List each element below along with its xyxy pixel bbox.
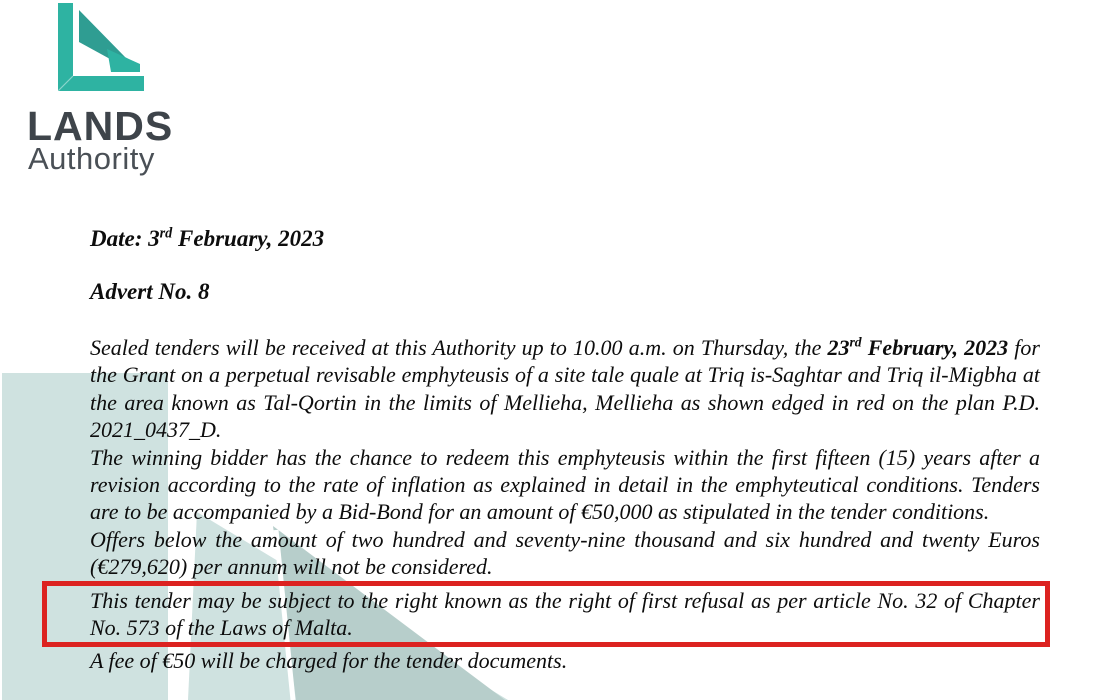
para1-post: for the Grant on a perpetual revisable emphyteusis of a site tale quale at Triq is-Saghtar and Triq il-Migbha at the area known as Tal-Qortin in the limits of Mellieha, Mellieha as shown edged in red on the plan P.D. 2021_0437_D. [90, 335, 1040, 443]
letter-body [90, 334, 1040, 675]
redemption-paragraph: The winning bidder has the chance to redeem this emphyteusis within the first fifteen (15) years after a revision according to the rate of inflation as explained in detail in the emphyteutical conditions. Tenders are to be accompanied by a Bid-Bond for an amount of €50,000 as stipulated in the tender conditions. [90, 444, 1040, 525]
date-rest: February, 2023 [172, 226, 325, 251]
logo-subtitle: Authority [28, 141, 155, 176]
fee-paragraph: A fee of €50 will be charged for the tender documents. [90, 648, 568, 674]
lands-logo-icon [55, 2, 147, 92]
para1-pre: Sealed tenders will be received at this Authority up to 10.00 a.m. on Thursday, the [90, 335, 828, 360]
logo-triangle-bright [107, 49, 140, 72]
para1-bold-superscript: rd [849, 334, 862, 350]
date-superscript: rd [159, 225, 173, 242]
first-refusal-paragraph: This tender may be subject to the right known as the right of first refusal as per article No. 32 of Chapter No. 573 of the Laws of Malta. [90, 587, 1040, 641]
para1-bold-date: February, 2023 [861, 335, 1009, 360]
advert-number: Advert No. 8 [90, 279, 210, 304]
para1-bold-day: 23 [827, 335, 850, 360]
first-refusal-highlight-box [42, 581, 1050, 648]
tender-receipt-paragraph [90, 334, 1040, 444]
date-line [90, 226, 324, 252]
date-text: Date: 3 [90, 226, 160, 251]
minimum-offer-paragraph: Offers below the amount of two hundred and seventy-nine thousand and six hundred and twenty Euros (€279,620) per annum will not be considered. [90, 526, 1040, 580]
logo-title: LANDS [27, 103, 174, 149]
